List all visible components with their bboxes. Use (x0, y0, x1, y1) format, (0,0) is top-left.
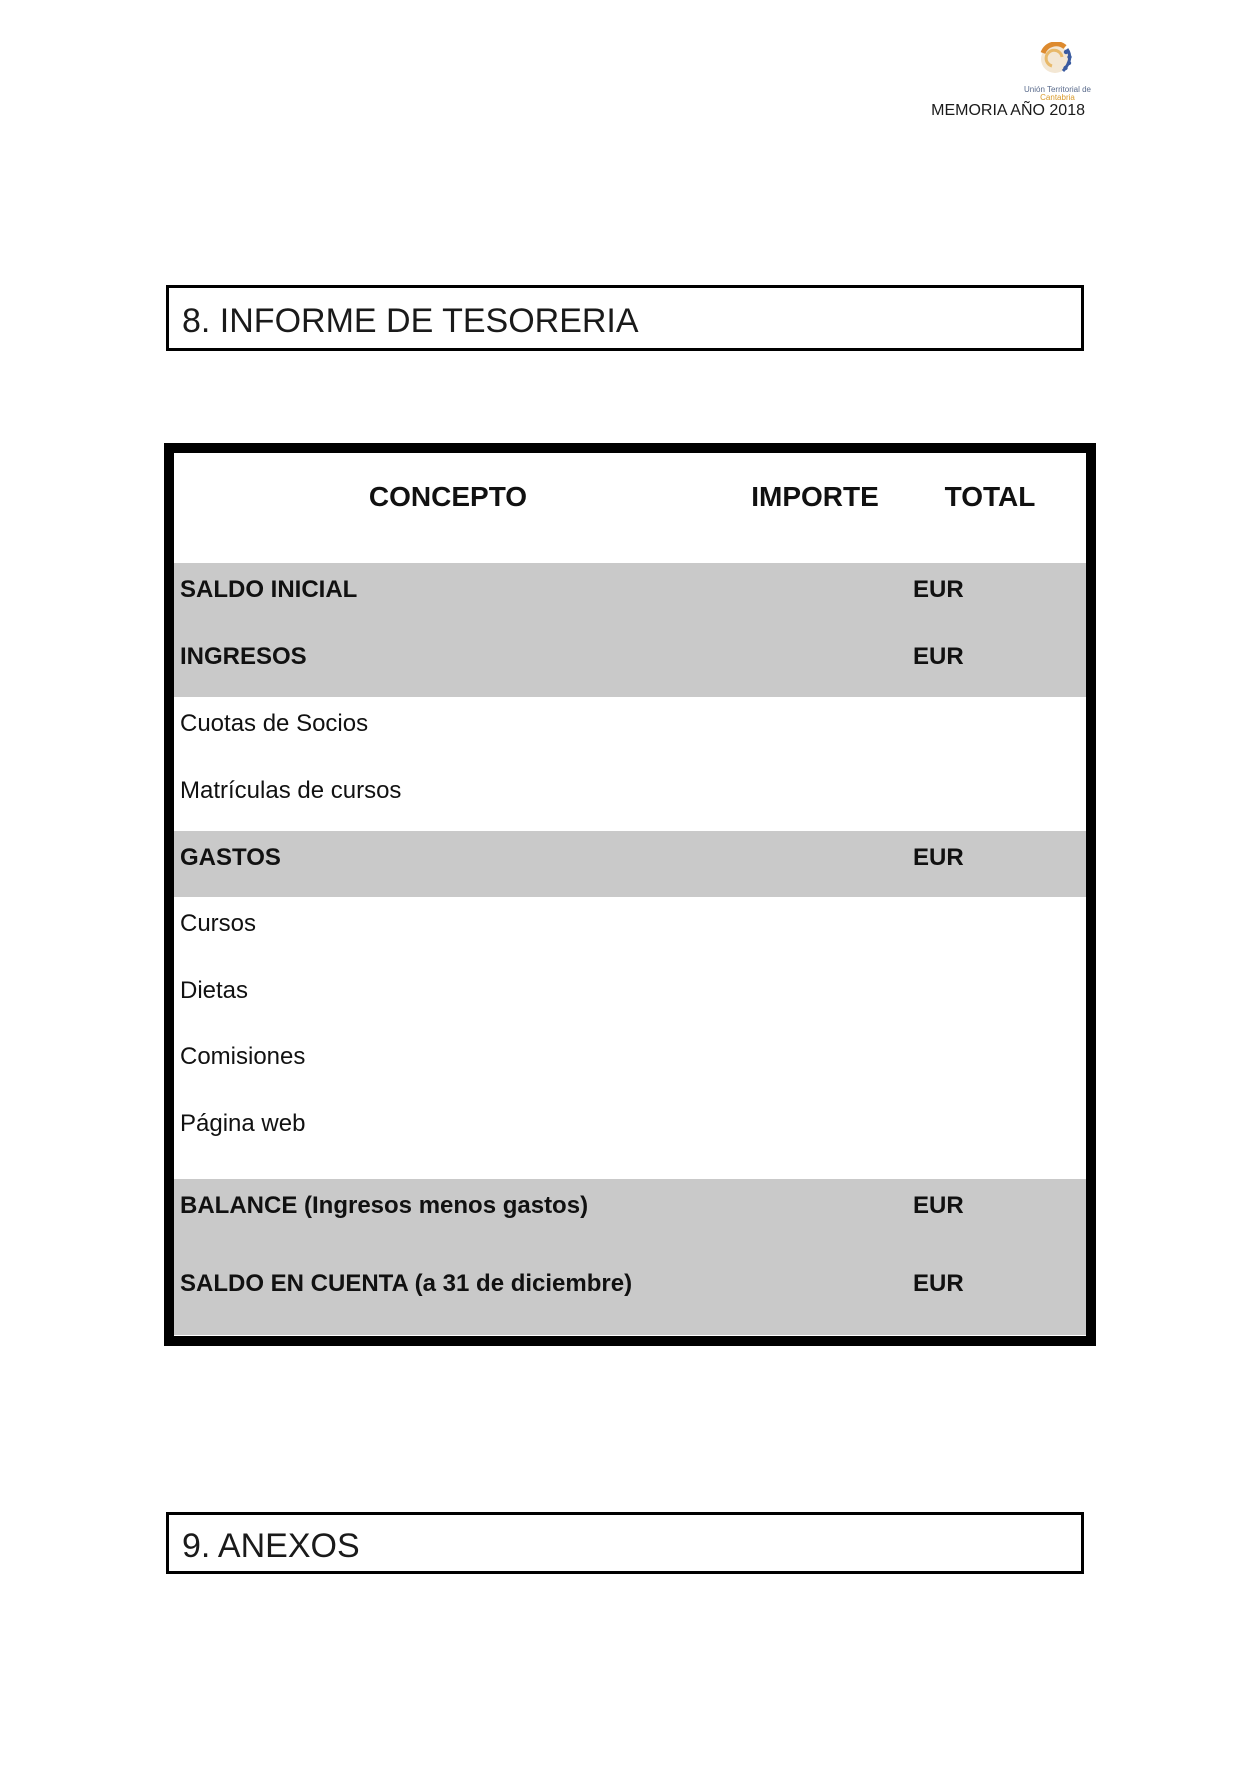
table-body (174, 563, 1086, 1335)
logo-caption-line2: Cantabria (1040, 93, 1075, 103)
section-9-heading-box (166, 1512, 1084, 1574)
row-concept-label: Cursos (180, 910, 257, 937)
row-concept-label: Página web (180, 1110, 306, 1137)
section-9-title: 9. ANEXOS (182, 1527, 360, 1565)
table-row (174, 1257, 1086, 1335)
row-concept-label: Matrículas de cursos (180, 777, 402, 804)
header-brand (995, 42, 1120, 103)
row-total-value: EUR (913, 643, 964, 670)
section-8-title: 8. INFORME DE TESORERIA (182, 302, 639, 340)
row-total-value: EUR (913, 844, 964, 871)
row-concept-label: BALANCE (Ingresos menos gastos) (180, 1192, 589, 1219)
row-concept-label: Dietas (180, 977, 249, 1004)
table-row (174, 897, 1086, 964)
row-concept-label: INGRESOS (180, 643, 307, 670)
row-concept-label: Comisiones (180, 1043, 306, 1070)
document-header-label: MEMORIA AÑO 2018 (931, 102, 1085, 119)
col-header-concepto: CONCEPTO (368, 481, 528, 512)
table-row (174, 1030, 1086, 1097)
row-total-value: EUR (913, 1270, 964, 1297)
row-concept-label: SALDO INICIAL (180, 576, 358, 603)
row-total-value: EUR (913, 576, 964, 603)
table-row (174, 964, 1086, 1030)
table-row (174, 831, 1086, 897)
col-header-total: TOTAL (944, 481, 1036, 512)
treasury-table (164, 443, 1096, 1346)
table-row (174, 1097, 1086, 1179)
row-concept-label: Cuotas de Socios (180, 710, 369, 737)
row-concept-label: SALDO EN CUENTA (a 31 de diciembre) (180, 1270, 633, 1297)
table-row (174, 630, 1086, 697)
col-header-importe: IMPORTE (751, 481, 879, 512)
logo-caption-line1: Unión Territorial de (1024, 84, 1091, 94)
table-row (174, 764, 1086, 831)
org-logo-icon (1038, 42, 1078, 80)
section-8-heading-box (166, 285, 1084, 351)
row-concept-label: GASTOS (180, 844, 281, 871)
table-row (174, 1179, 1086, 1257)
row-total-value: EUR (913, 1192, 964, 1219)
table-row (174, 563, 1086, 630)
table-header-row (174, 453, 1086, 563)
table-row (174, 697, 1086, 764)
